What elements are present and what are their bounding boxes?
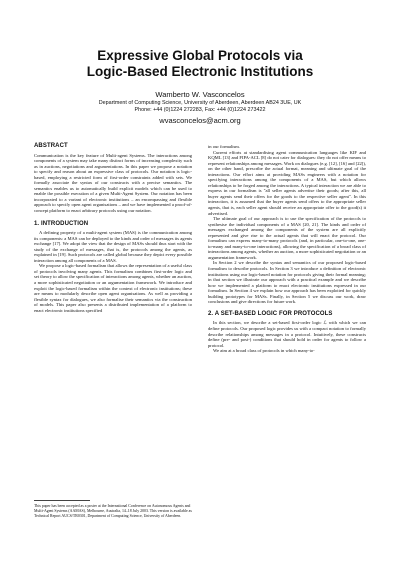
section2-heading: 2. A SET-BASED LOGIC FOR PROTOCOLS bbox=[208, 310, 333, 317]
body-paragraph: in our formalism. bbox=[208, 144, 241, 149]
email: wvasconcelos@acm.org bbox=[159, 116, 241, 125]
section2-paragraph: In this section, we describe a set-based first-order logic ℒ with which we can define protocols. Our proposed logic provides us with a compact notation to formally describe relationships among messages in a protocol. Intuitively, these constructs define (pre- and post-) conditions that should hold in order for agents to follow a protocol. bbox=[208, 320, 366, 348]
abstract-text: Communication is the key feature of Multi-agent Systems. The interactions among components of a system may take many distinct forms of increasing complexity such as in auctions, negotiations and argumentations. In this paper we propose a notation to specify and reason about an expressive class of protocols. Our notation is logic-based, employing a restricted form of first-order constraints added with sets. We formally associate the syntax of our constructs with a precise semantics. The semantics enables us to automatically build explicit models which can be used to enable the possible execution of a given Multi-Agent System. Our notation has been incorporated to a variant of electronic institutions – an encompassing and flexible approach to specify open agent organisations – and we have implemented a proof-of-concept platform to enact arbitrary protocols using our notation. bbox=[34, 152, 192, 214]
intro-heading: 1. INTRODUCTION bbox=[34, 220, 89, 227]
phone-fax: Phone: +44 (0)1224 272283, Fax: +44 (0)1224 273422 bbox=[134, 107, 266, 113]
body-paragraph: In Section 2 we describe the syntax and semantics of our proposed logic-based formalism to describe protocols. In Section 3 we introduce a definition of electronic institutions using our logic-based notation for protocols giving their formal meaning; in that section we illustrate our approach with a practical example and we describe how we implemented a platform to enact electronic institutions expressed in our formalism. In Section 4 we explain how our approach has been exploited for quickly building prototypes for MASs. Finally, in Section 5 we discuss our work, draw conclusions and give directions for future work. bbox=[208, 260, 366, 305]
paper-title-line1: Expressive Global Protocols via bbox=[97, 48, 303, 63]
intro-paragraph: We propose a logic-based formalism that allows the representation of a useful class of protocols involving many agents. This formalism combines first-order logic and set theory to allow the specification of interactions among agents, whether an auction, a more sophisticated negotiation or an argumentation framework. We introduce and exploit the logic-based formalism within the context of electronic institutions; these are means to modularly describe open agent organisations. As well as providing a flexible syntax for dialogues, we also formalise their semantics via the construction of models. This paper also presents a distributed implementation of a platform to enact electronic institutions specified bbox=[34, 263, 192, 313]
affiliation: Department of Computing Science, University of Aberdeen, Aberdeen AB24 3UE, UK bbox=[98, 100, 302, 106]
footnote: This paper has been accepted as a poster at the International Conference on Autonomous Agents and Multi-Agent Systems (AAMAS), Melbourne, Australia, 14–18 July 2003. This version is available as Technical Report AUCS/TR0301, Department of Computing Science, University of Aberdeen. bbox=[34, 504, 192, 518]
intro-paragraph: A defining property of a multi-agent system (MAS) is the communication among its components: a MAS can be deployed to the kinds and order of messages its agents exchange [17]. We adopt the view that the design of MASs should thus start with the study of the exchange of messages, that is, the protocols among the agents, as explained in [19]. Such protocols are called global because they depict every possible interaction among all components of a MAS. bbox=[34, 230, 192, 263]
author-name: Wamberto W. Vasconcelos bbox=[155, 90, 245, 99]
abstract-heading: ABSTRACT bbox=[34, 143, 68, 149]
right-column bbox=[208, 144, 366, 354]
footnote-rule bbox=[34, 500, 90, 501]
body-paragraph: Current efforts at standardising agent communication languages like KIF and KQML [13] and FIPA-ACL [8] do not cater for dialogues: they do not offer means to represent relationships among messages. Work on dialogues (e.g. [12], [16] and [22]), on the other hand, prescribe the actual format, meaning and ultimate goal of the interactions. Our effort aims at providing MASs engineers with a notation for specifying interactions among the components of a MAS, but which allows relationships to be forged among the interactions. A typical interaction we are able to express in our formalism is "all seller agents advertise their goods; after this, all buyer agents send their offers for the goods to the respective seller agent". In this interaction, it is assumed that the buyer agents send offers to the appropriate seller agents, that is, each seller agent should receive an appropriate offer to the good(s) it advertised. bbox=[208, 149, 366, 216]
body-paragraph: The ultimate goal of our approach is to use the specification of the protocols to synthesise the individual components of a MAS [20, 21]. The kinds and order of messages exchanged among the components of the system are all explicitly represented and give rise to the actual agents that will enact the protocol. Our formalism can express many-to-many protocols (and, in particular, one-to-one, one-to-many and many-to-one interactions), allowing the specification of a broad class of interactions among agents, whether an auction, a more sophisticated negotiation or an argumentation framework. bbox=[208, 216, 366, 260]
paper-title-line2: Logic-Based Electronic Institutions bbox=[86, 64, 314, 79]
section2-paragraph: We aim at a broad class of protocols in which many-to- bbox=[213, 348, 315, 354]
left-column bbox=[34, 144, 192, 313]
